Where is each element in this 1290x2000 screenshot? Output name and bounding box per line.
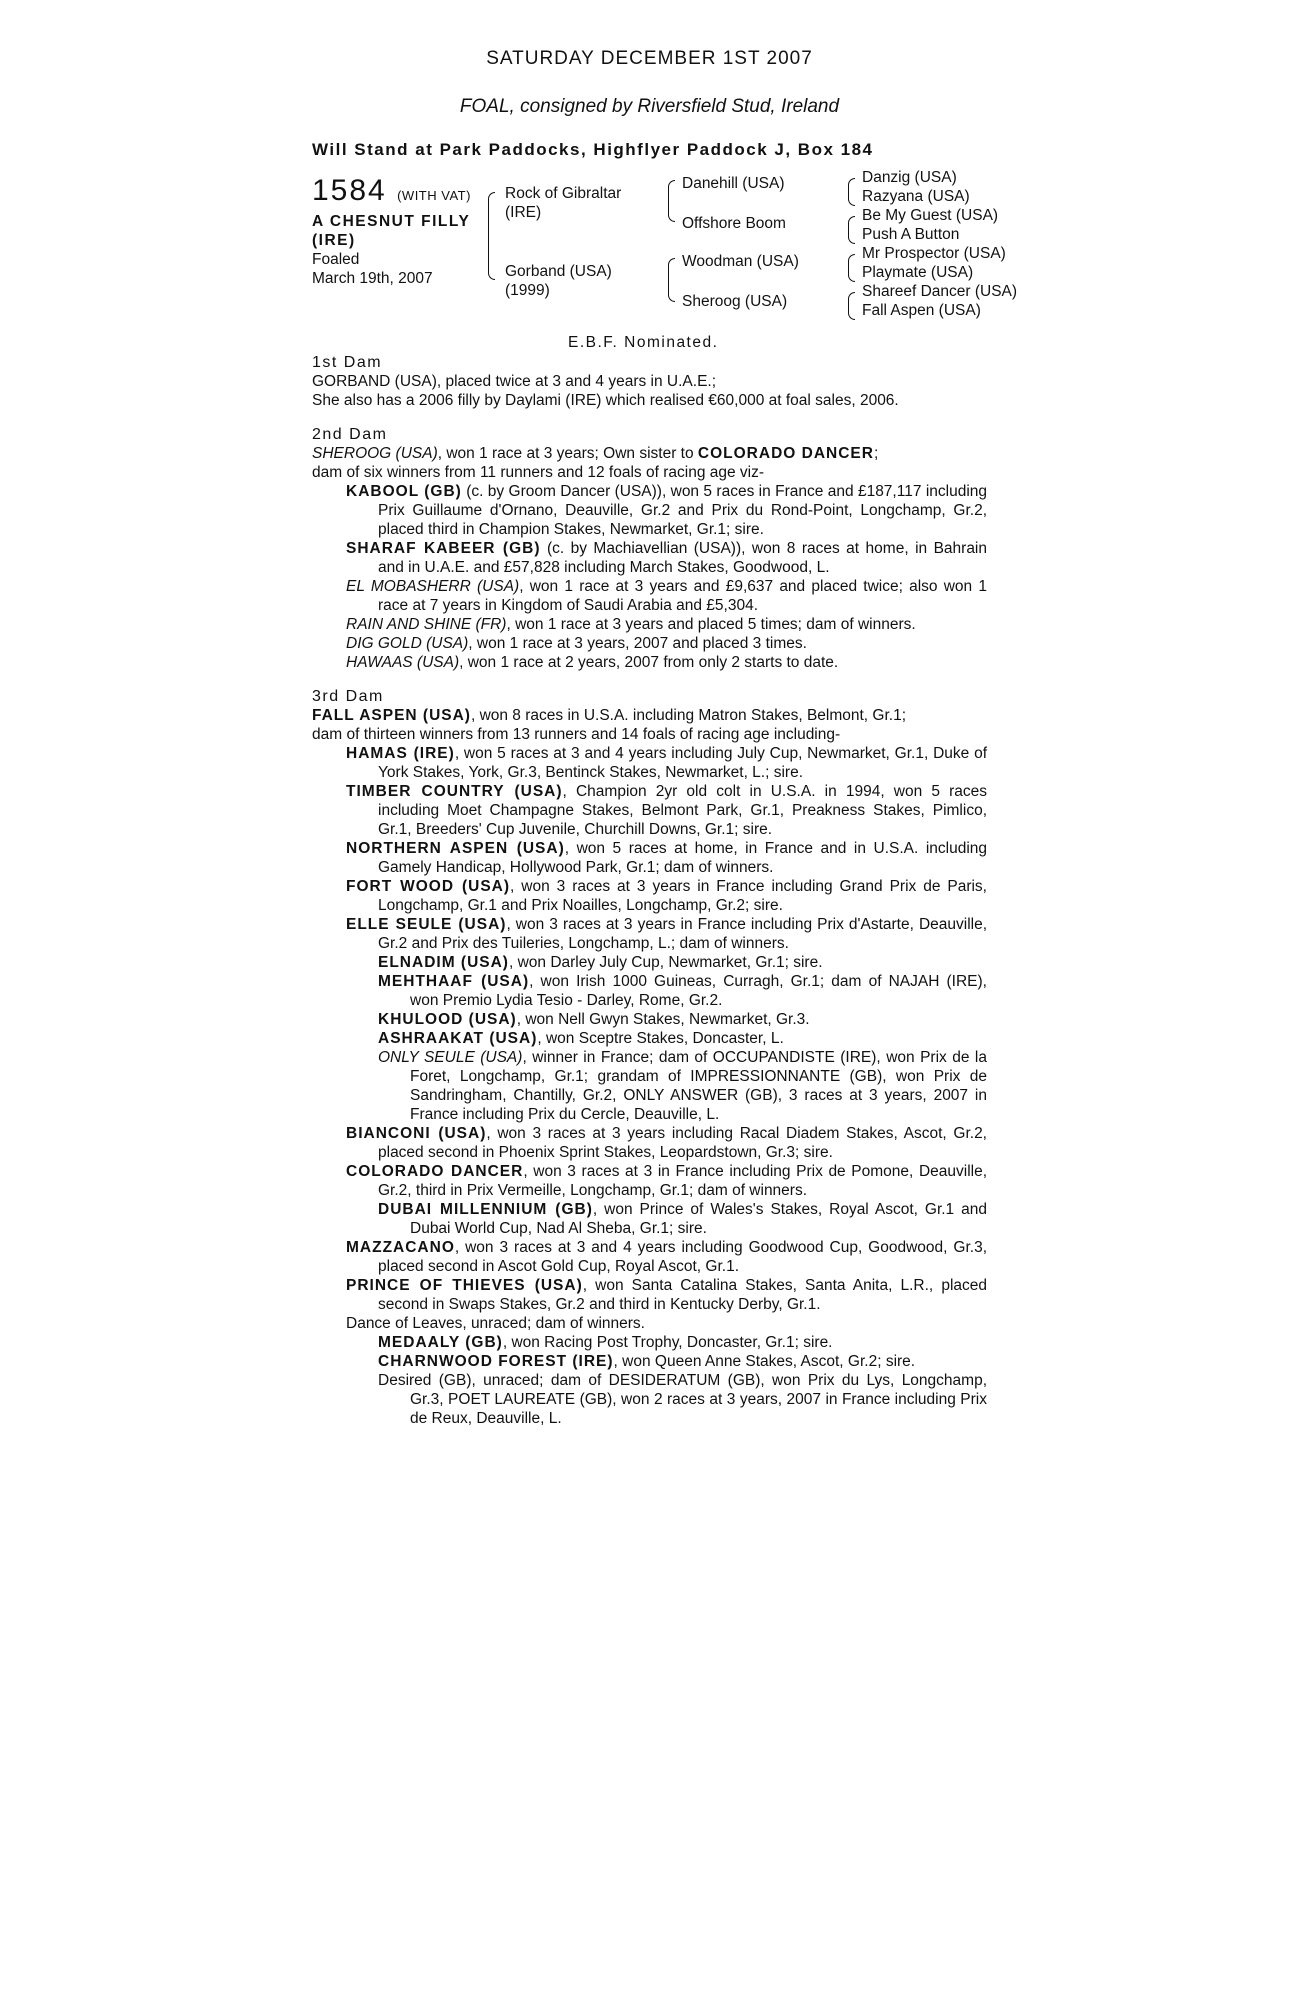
lot-number-line bbox=[312, 174, 471, 208]
race-record: , won 3 races at 3 years in France including Prix d'Astarte, Deauville, Gr.2 and Prix des Tuileries, Longchamp, L.; dam of winners. bbox=[378, 916, 988, 952]
horse-name: ONLY SEULE (USA) bbox=[378, 1049, 523, 1066]
produce-entry: KABOOL (GB) (c. by Groom Dancer (USA)), won 5 races in France and £187,117 including Prix Guillaume d'Ornano, Deauville, Gr.2 and Prix du Rond-Point, Longchamp, Gr.2, placed third in Champion Stakes, Newmarket, Gr.1; sire. bbox=[346, 483, 987, 538]
race-record: , won 3 races at 3 years in France including Grand Prix de Paris, Longchamp, Gr.1 and Prix Noailles, Longchamp, Gr.2; sire. bbox=[378, 878, 987, 914]
horse-name: TIMBER COUNTRY (USA) bbox=[346, 783, 563, 800]
horse-name: KHULOOD (USA) bbox=[378, 1011, 517, 1028]
third-dam-section bbox=[312, 688, 987, 1428]
race-record: , won Santa Catalina Stakes, Santa Anita, L.R., placed second in Swaps Stakes, Gr.2 and third in Kentucky Derby, Gr.1. bbox=[378, 1277, 987, 1313]
pedigree-g3-1: Danzig (USA) Razyana (USA) bbox=[862, 169, 970, 205]
third-dam-produce-summary: dam of thirteen winners from 13 runners and 14 foals of racing age including- bbox=[312, 726, 841, 743]
produce-entry bbox=[312, 1238, 987, 1276]
pedigree-g3-3: Mr Prospector (USA) Playmate (USA) bbox=[862, 245, 1006, 281]
horse-name: DUBAI MILLENNIUM (GB) bbox=[378, 1201, 593, 1218]
produce-entry: DIG GOLD (USA), won 1 race at 3 years, 2007 and placed 3 times. bbox=[346, 635, 807, 652]
gen3-brace-3 bbox=[848, 254, 855, 282]
first-dam-line-2: She also has a 2006 filly by Daylami (IRE) which realised €60,000 at foal sales, 2006. bbox=[312, 392, 899, 409]
race-record: , won 3 races at 3 and 4 years including Goodwood Cup, Goodwood, Gr.3, placed second in Ascot Gold Cup, Royal Ascot, Gr.1. bbox=[378, 1239, 987, 1275]
race-record: , won 3 races at 3 years including Racal Diadem Stakes, Ascot, Gr.2, placed second in Phoenix Sprint Stakes, Leopardstown, Gr.3; sire. bbox=[378, 1125, 987, 1161]
produce-entry bbox=[312, 915, 987, 953]
dam-line-brace bbox=[668, 258, 675, 302]
race-record: , won Prince of Wales's Stakes, Royal Ascot, Gr.1 and Dubai World Cup, Nad Al Sheba, Gr.1; sire. bbox=[410, 1201, 987, 1237]
produce-entry bbox=[312, 877, 987, 915]
produce-entry bbox=[312, 1029, 987, 1048]
horse-name: NORTHERN ASPEN (USA) bbox=[346, 840, 565, 857]
produce-entry bbox=[312, 1048, 987, 1124]
produce-entry: HAWAAS (USA), won 1 race at 2 years, 2007 from only 2 starts to date. bbox=[346, 654, 839, 671]
third-dam-produce-list bbox=[312, 744, 987, 1428]
pedigree-dam: Gorband (USA) (1999) bbox=[505, 263, 612, 299]
first-dam-line-1: GORBAND (USA), placed twice at 3 and 4 years in U.A.E.; bbox=[312, 373, 717, 390]
produce-entry bbox=[312, 972, 987, 1010]
horse-name: Desired (GB) bbox=[378, 1372, 472, 1389]
sire-dam-brace bbox=[488, 192, 495, 280]
pedigree-dam-sire: Woodman (USA) bbox=[682, 253, 799, 270]
horse-name: ELNADIM (USA) bbox=[378, 954, 509, 971]
stabling-line: Will Stand at Park Paddocks, Highflyer Paddock J, Box 184 bbox=[312, 140, 874, 159]
race-record: , won Sceptre Stakes, Doncaster, L. bbox=[537, 1030, 784, 1047]
produce-entry: RAIN AND SHINE (FR), won 1 race at 3 years and placed 5 times; dam of winners. bbox=[346, 616, 916, 633]
second-dam-heading: 2nd Dam bbox=[312, 426, 388, 443]
sire-line-brace bbox=[668, 180, 675, 222]
horse-name: Dance of Leaves bbox=[346, 1315, 463, 1332]
race-record: , won 5 races at 3 and 4 years including July Cup, Newmarket, Gr.1, Duke of York Stakes, York, Gr.3, Bentinck Stakes, Newmarket, L.; sire. bbox=[378, 745, 987, 781]
first-dam-section bbox=[312, 354, 987, 410]
produce-entry bbox=[312, 1371, 987, 1428]
horse-name: PRINCE OF THIEVES (USA) bbox=[346, 1277, 583, 1294]
horse-name: FORT WOOD (USA) bbox=[346, 878, 511, 895]
produce-entry bbox=[312, 1333, 987, 1352]
pedigree-sire-dam: Offshore Boom bbox=[682, 215, 786, 232]
horse-name: COLORADO DANCER bbox=[346, 1163, 524, 1180]
consignor-line: FOAL, consigned by Riversfield Stud, Ireland bbox=[459, 96, 840, 117]
second-dam-section bbox=[312, 426, 987, 672]
horse-name: MAZZACANO bbox=[346, 1239, 455, 1256]
produce-entry bbox=[312, 782, 987, 839]
lot-sex-colour: A CHESNUT FILLY bbox=[312, 213, 471, 230]
produce-entry bbox=[312, 953, 987, 972]
horse-name: MEHTHAAF (USA) bbox=[378, 973, 530, 990]
sale-date: SATURDAY DECEMBER 1ST 2007 bbox=[486, 48, 813, 69]
second-dam-intro: SHEROOG (USA), won 1 race at 3 years; Own sister to COLORADO DANCER; bbox=[312, 445, 879, 462]
produce-entry: EL MOBASHERR (USA), won 1 race at 3 years and £9,637 and placed twice; also won 1 race at 7 years in Kingdom of Saudi Arabia and £5,304. bbox=[346, 578, 988, 614]
lot-number: 1584 bbox=[312, 174, 387, 207]
foaled-label: Foaled bbox=[312, 251, 360, 268]
produce-entry bbox=[312, 1314, 987, 1333]
pedigree-g3-4: Shareef Dancer (USA) Fall Aspen (USA) bbox=[862, 283, 1018, 319]
catalogue-page bbox=[312, 48, 1018, 1428]
gen3-brace-4 bbox=[848, 292, 855, 320]
race-record: , winner in France; dam of OCCUPANDISTE (IRE), won Prix de la Foret, Longchamp, Gr.1; grandam of IMPRESSIONNANTE (GB), won Prix de Sandringham, Chantilly, Gr.2, ONLY ANSWER (GB), 3 races at 3 years, 2007 in France including Prix du Cercle, Deauville, L. bbox=[410, 1049, 987, 1123]
produce-entry bbox=[312, 744, 987, 782]
first-dam-heading: 1st Dam bbox=[312, 354, 383, 371]
race-record: , won Irish 1000 Guineas, Curragh, Gr.1; dam of NAJAH (IRE), won Premio Lydia Tesio - Darley, Rome, Gr.2. bbox=[410, 973, 987, 1009]
race-record: , won 5 races at home, in France and in U.S.A. including Gamely Handicap, Hollywood Park, Gr.1; dam of winners. bbox=[378, 840, 988, 876]
produce-entry bbox=[312, 1162, 987, 1200]
lot-country: (IRE) bbox=[312, 232, 356, 249]
race-record: , won 3 races at 3 in France including Prix de Pomone, Deauville, Gr.2, third in Prix Vermeille, Longchamp, Gr.1; dam of winners. bbox=[378, 1163, 988, 1199]
ebf-note: E.B.F. Nominated. bbox=[568, 334, 719, 351]
second-dam-produce-summary: dam of six winners from 11 runners and 12 foals of racing age viz- bbox=[312, 464, 765, 481]
produce-entry bbox=[312, 1276, 987, 1314]
produce-entry bbox=[312, 1010, 987, 1029]
pedigree-g3-2: Be My Guest (USA) Push A Button bbox=[862, 207, 999, 243]
race-record: , won Racing Post Trophy, Doncaster, Gr.1; sire. bbox=[502, 1334, 833, 1351]
race-record: , unraced; dam of winners. bbox=[462, 1315, 645, 1332]
pedigree-sire-sire: Danehill (USA) bbox=[682, 175, 785, 192]
lot-description bbox=[312, 212, 470, 288]
pedigree-block bbox=[312, 169, 1018, 354]
gen3-brace-2 bbox=[848, 216, 855, 244]
produce-entry bbox=[312, 1352, 987, 1371]
race-record: , won Nell Gwyn Stakes, Newmarket, Gr.3. bbox=[516, 1011, 810, 1028]
horse-name: HAMAS (IRE) bbox=[346, 745, 455, 762]
horse-name: BIANCONI (USA) bbox=[346, 1125, 487, 1142]
pedigree-sire: Rock of Gibraltar (IRE) bbox=[505, 185, 622, 221]
gen3-brace-1 bbox=[848, 178, 855, 206]
horse-name: MEDAALY (GB) bbox=[378, 1334, 503, 1351]
race-record: , won Queen Anne Stakes, Ascot, Gr.2; sire. bbox=[613, 1353, 916, 1370]
produce-entry bbox=[312, 1124, 987, 1162]
horse-name: ASHRAAKAT (USA) bbox=[378, 1030, 538, 1047]
produce-entry: SHARAF KABEER (GB) (c. by Machiavellian (USA)), won 8 races at home, in Bahrain and in U.A.E. and £57,828 including March Stakes, Goodwood, L. bbox=[346, 540, 988, 576]
third-dam-heading: 3rd Dam bbox=[312, 688, 384, 705]
race-record: , unraced; dam of DESIDERATUM (GB), won Prix du Lys, Longchamp, Gr.3, POET LAUREATE (GB), won 2 races at 3 years, 2007 in France including Prix de Reux, Deauville, L. bbox=[410, 1372, 987, 1427]
race-record: , won Darley July Cup, Newmarket, Gr.1; sire. bbox=[508, 954, 823, 971]
foaling-date: March 19th, 2007 bbox=[312, 270, 433, 287]
pedigree-dam-dam: Sheroog (USA) bbox=[682, 293, 788, 310]
produce-entry bbox=[312, 1200, 987, 1238]
race-record: , Champion 2yr old colt in U.S.A. in 1994, won 5 races including Moet Champagne Stakes, Belmont Park, Gr.1, Preakness Stakes, Pimlico, Gr.1, Breeders' Cup Juvenile, Churchill Downs, Gr.1; sire. bbox=[378, 783, 988, 838]
vat-note: (WITH VAT) bbox=[397, 188, 471, 203]
horse-name: CHARNWOOD FOREST (IRE) bbox=[378, 1353, 614, 1370]
produce-entry bbox=[312, 839, 987, 877]
third-dam-intro: FALL ASPEN (USA), won 8 races in U.S.A. including Matron Stakes, Belmont, Gr.1; bbox=[312, 707, 907, 724]
horse-name: ELLE SEULE (USA) bbox=[346, 916, 507, 933]
